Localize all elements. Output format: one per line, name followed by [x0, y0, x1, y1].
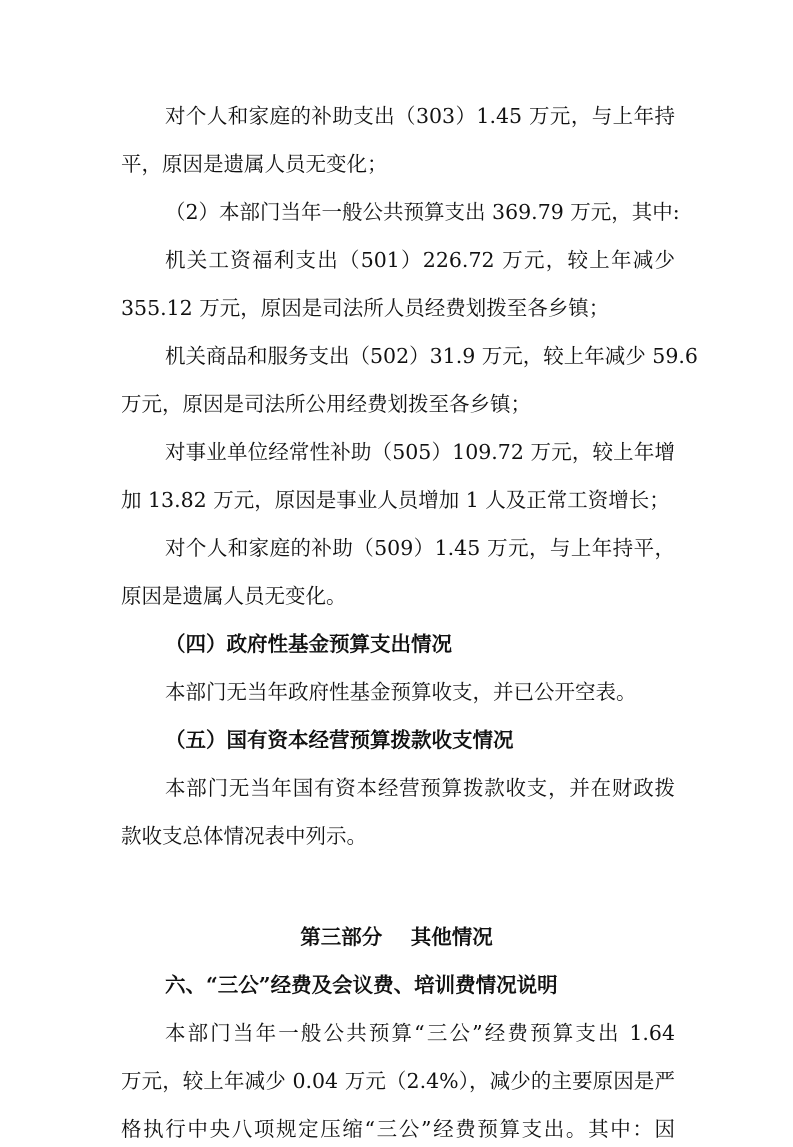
paragraph-line: 355.12 万元，原因是司法所人员经费划拨至各乡镇； [121, 296, 610, 320]
paragraph-line: 万元，较上年减少 0.04 万元（2.4%），减少的主要原因是严 [121, 1069, 675, 1093]
section-heading: （五）国有资本经营预算拨款收支情况 [165, 728, 514, 752]
paragraph-line: 款收支总体情况表中列示。 [121, 824, 367, 848]
paragraph-line: 本部门无当年国有资本经营预算拨款收支，并在财政拨 [165, 776, 675, 800]
part-title: 第三部分 其他情况 [300, 925, 493, 949]
paragraph-line: 平，原因是遗属人员无变化； [121, 152, 388, 176]
paragraph-line: 加 13.82 万元，原因是事业人员增加 1 人及正常工资增长； [121, 488, 670, 512]
paragraph-line: 对事业单位经常性补助（505）109.72 万元，较上年增 [165, 440, 675, 464]
paragraph-line: 机关商品和服务支出（502）31.9 万元，较上年减少 59.6 [165, 344, 698, 368]
paragraph-line: 本部门无当年政府性基金预算收支，并已公开空表。 [165, 680, 637, 704]
section-heading: （四）政府性基金预算支出情况 [165, 632, 452, 656]
paragraph-line: 机关工资福利支出（501）226.72 万元，较上年减少 [165, 248, 675, 272]
paragraph-line: 原因是遗属人员无变化。 [121, 584, 347, 608]
paragraph-line: 格执行中央八项规定压缩“三公”经费预算支出。其中：因 [121, 1117, 675, 1141]
paragraph-line: 万元，原因是司法所公用经费划拨至各乡镇； [121, 392, 531, 416]
paragraph-line: （2）本部门当年一般公共预算支出 369.79 万元，其中: [165, 200, 680, 224]
section-heading: 六、“三公”经费及会议费、培训费情况说明 [165, 973, 558, 997]
paragraph-line: 对个人和家庭的补助（509）1.45 万元，与上年持平， [165, 536, 675, 560]
paragraph-line: 对个人和家庭的补助支出（303）1.45 万元，与上年持 [165, 104, 675, 128]
paragraph-line: 本部门当年一般公共预算“三公”经费预算支出 1.64 [165, 1021, 675, 1045]
